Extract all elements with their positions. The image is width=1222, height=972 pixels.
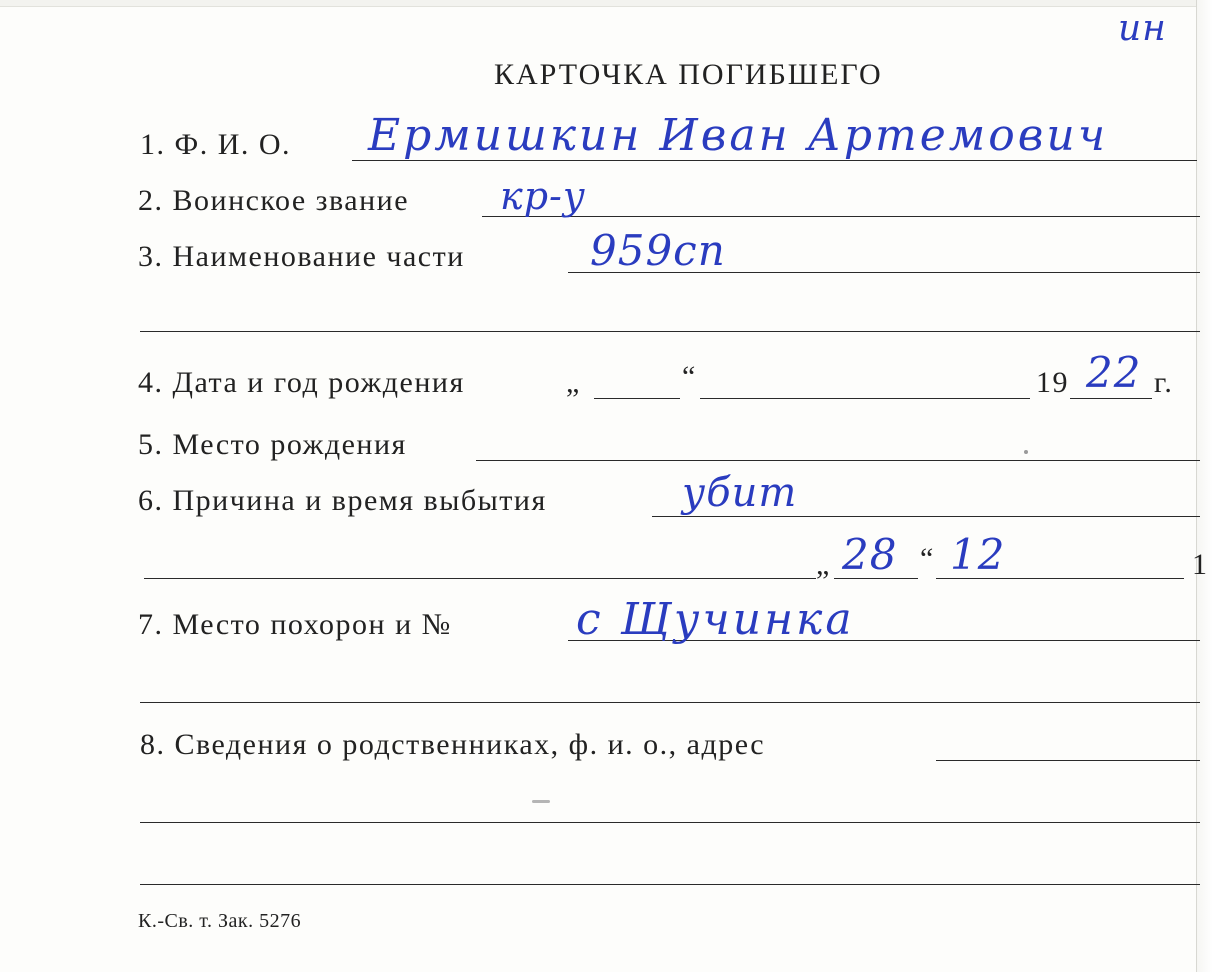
corner-note: ин [1118,8,1167,49]
field-4-year-line [1070,398,1152,399]
field-7-value: с Щучинка [576,594,855,645]
field-5-line [476,460,1200,461]
field-8-extra-line-1 [140,822,1200,823]
field-4-month-line [700,398,1030,399]
field-4-close-quote: “ [682,360,697,393]
field-8-extra-line-2 [140,884,1200,885]
field-6-open-quote: „ [816,548,831,581]
field-2-line [482,216,1200,217]
field-6-label: 6. Причина и время выбытия [138,484,547,517]
field-5-label: 5. Место рождения [138,428,407,461]
field-2-value: кр-у [500,174,586,218]
field-8-line [936,760,1200,761]
card-torn-right-edge [1196,0,1222,972]
field-3-extra-line [140,331,1200,332]
field-6-year-prefix: 1 [1192,548,1209,581]
field-3-value: 959сп [590,226,726,275]
field-6-extra-line [144,578,816,579]
field-4-year-prefix: 19 [1036,366,1069,399]
field-4-year-suffix: г. [1154,366,1174,399]
field-6-day: 28 [842,530,898,579]
smudge-mark [532,800,550,803]
field-3-label: 3. Наименование части [138,240,465,273]
field-1-label: 1. Ф. И. О. [140,128,292,161]
field-7-label: 7. Место похорон и № [138,608,452,641]
field-4-open-quote: „ [566,366,581,399]
field-1-value: Ермишкин Иван Артемович [368,110,1109,161]
field-8-label: 8. Сведения о родственниках, ф. и. о., адрес [140,728,766,761]
field-6-line [652,516,1200,517]
field-6-month: 12 [950,530,1006,579]
printer-imprint: К.-Св. т. Зак. 5276 [138,910,302,932]
field-6-close-quote: “ [920,542,935,575]
field-4-day-line [594,398,680,399]
field-2-label: 2. Воинское звание [138,184,410,217]
field-7-extra-line [140,702,1200,703]
field-6-value: убит [682,470,798,516]
field-4-label: 4. Дата и год рождения [138,366,465,399]
card-title: КАРТОЧКА ПОГИБШЕГО [494,58,883,91]
card-top-edge [0,0,1222,7]
ink-speck [1024,450,1028,454]
field-4-year-value: 22 [1086,348,1142,397]
